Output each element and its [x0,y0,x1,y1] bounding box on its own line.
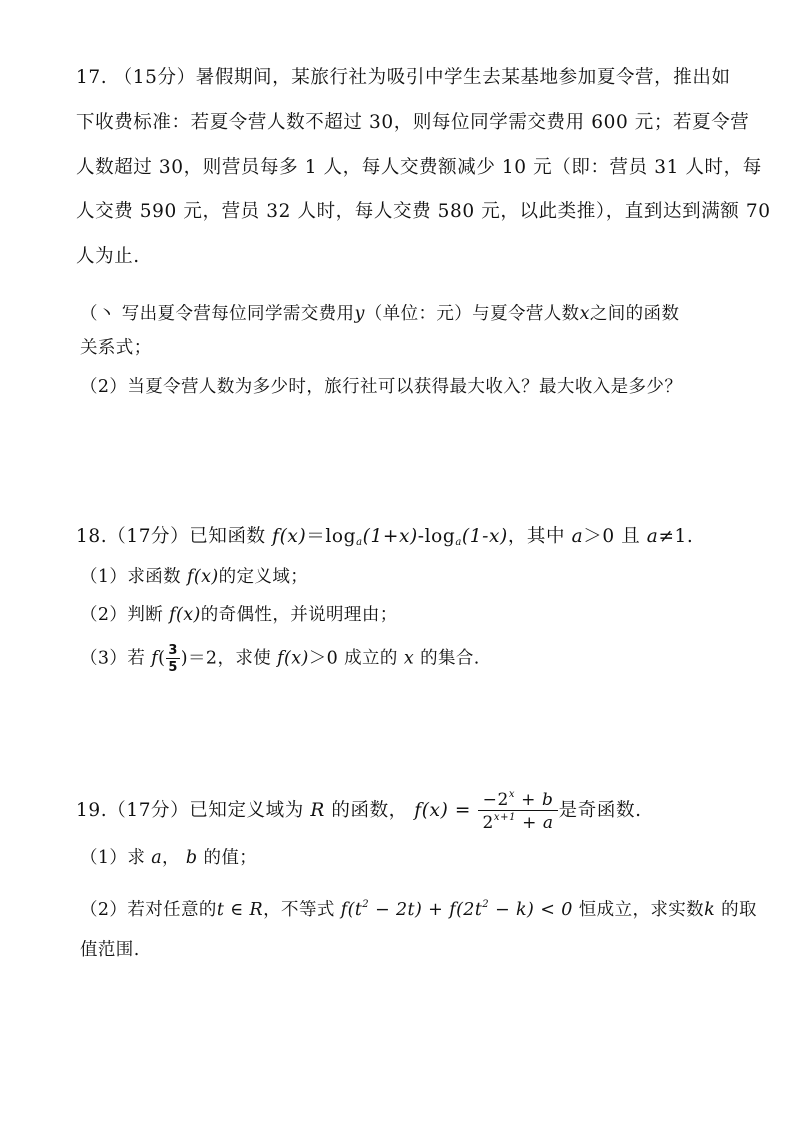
q18-p3-f: f [151,648,159,669]
q18-cond-gt: ＞0 且 [583,526,641,547]
q18-p3-pre: （3）若 [80,648,146,669]
q18-log-2: log [424,526,456,547]
q17-part1-prefix: （丶 写出夏令营每位同学需交费用 [80,304,355,324]
q19-head-mid: 的函数， [331,800,408,821]
q17-part1-middle: （单位：元）与夏令营人数 [364,304,580,324]
q17-part2: （2）当夏令营人数为多少时，旅行社可以获得最大收入？最大收入是多少？ [80,377,683,397]
q18-cond: ，其中 [507,526,566,547]
q19-p1-pre: （1）求 [80,848,146,868]
q19-header [76,790,736,832]
q19-part1 [80,846,740,870]
q18-part3: （3）若 f( $\frac{3}{5}$ )＝2，求使 f(x)＞0 成立的 x 的集合. [80,643,480,675]
q19-p1-b: b [185,848,198,868]
q19-p2-mid: ，不等式 [263,900,335,920]
q18-p3-eq: ＝2，求使 [188,648,272,669]
q19-frac-num [478,790,557,811]
q19-fraction [478,790,557,832]
q19-part2-line2: 值范围. [80,940,140,960]
q19-num-exp: x [508,789,516,800]
q17-part1 [80,302,740,326]
var-y: y [354,304,365,324]
q18-p2-func: f(x) [169,605,201,625]
q18-base-1: a [356,537,363,548]
q18-p3-gt: ＞0 成立的 [308,648,398,669]
q19-p2-t: t ∈ R [216,900,264,920]
q18-arg-1: (1+x) [362,526,418,547]
q17-part1-line2: 关系式； [80,338,152,358]
q18-p3-x: x [403,648,415,669]
q19-frac-den [478,811,557,832]
q19-den-exp: x+1 [493,812,517,823]
q18-p3-post: 的集合. [420,648,480,669]
q18-p3-func: f(x) [277,648,309,669]
q18-head: 18.（17分）已知函数 [76,526,266,547]
q19-inequality [341,900,573,920]
q19-p2-f1: f(t [340,900,363,920]
q18-p2-pre: （2）判断 [80,605,164,625]
q19-num-tail: + b [521,790,554,810]
q19-num-base: −2 [482,790,509,810]
q19-part2 [80,893,757,922]
q18-cond-a2: a [646,526,659,547]
q19-p1-post: 的值； [203,848,258,868]
q19-den-tail: + a [522,813,554,833]
q18-part2 [80,603,740,627]
q18-base-2: a [455,537,462,548]
q19-p2-pre: （2）若对任意的 [80,900,217,920]
q17-line-2: 下收费标准：若夏令营人数不超过 30，则每位同学需交费用 600 元；若夏令营 [76,112,750,133]
q18-p2-post: 的奇偶性，并说明理由； [200,605,398,625]
q19-p2-k: k [704,900,716,920]
q19-head-post: 是奇函数. [558,800,642,821]
q18-header [76,525,736,555]
q19-den-base: 2 [482,813,494,833]
q19-fx: f(x) = [414,800,471,821]
q17-line-5: 人为止. [76,246,140,267]
q19-head-pre: 19.（17分）已知定义域为 [76,800,304,821]
q19-p2-sq-2: 2 [482,899,490,910]
q18-part1 [80,565,740,589]
q18-log-1: log [325,526,357,547]
q19-p2-tail: 的取 [721,900,757,920]
q18-eq: ＝ [306,526,326,547]
q18-arg-2: (1-x) [461,526,508,547]
q18-minus: - [417,526,425,547]
var-x: x [579,304,590,324]
q18-fraction [166,644,179,674]
q19-p2-post: 恒成立，求实数 [578,900,705,920]
q17-line-3: 人数超过 30，则营员每多 1 人，每人交费额减少 10 元（即：营员 31 人时，每 [76,157,762,178]
q19-p1-a: a [151,848,163,868]
q18-cond-a1: a [571,526,584,547]
q18-func: f(x) [272,526,307,547]
q19-p2-f1b: − 2t) + f(2t [369,900,483,920]
q18-p1-post: 的定义域； [218,567,309,587]
q19-p2-sq-1: 2 [362,899,370,910]
q19-p2-f2b: − k) < 0 [489,900,573,920]
q18-cond-ne: ≠1. [658,526,694,547]
q17-line-1: 17. （15分）暑假期间，某旅行社为吸引中学生去某基地参加夏令营，推出如 [76,67,731,88]
q18-frac-num: 3 [168,643,178,658]
q19-p1-sep: ， [162,848,180,868]
q17-part1-suffix: 之间的函数 [589,304,680,324]
q18-frac-den: 5 [168,660,178,675]
q17-line-4: 人交费 590 元，营员 32 人时，每人交费 580 元，以此类推），直到达到满额 70 [76,201,771,222]
q18-p1-pre: （1）求函数 [80,567,182,587]
q19-R: R [310,800,325,821]
q18-p1-func: f(x) [187,567,219,587]
